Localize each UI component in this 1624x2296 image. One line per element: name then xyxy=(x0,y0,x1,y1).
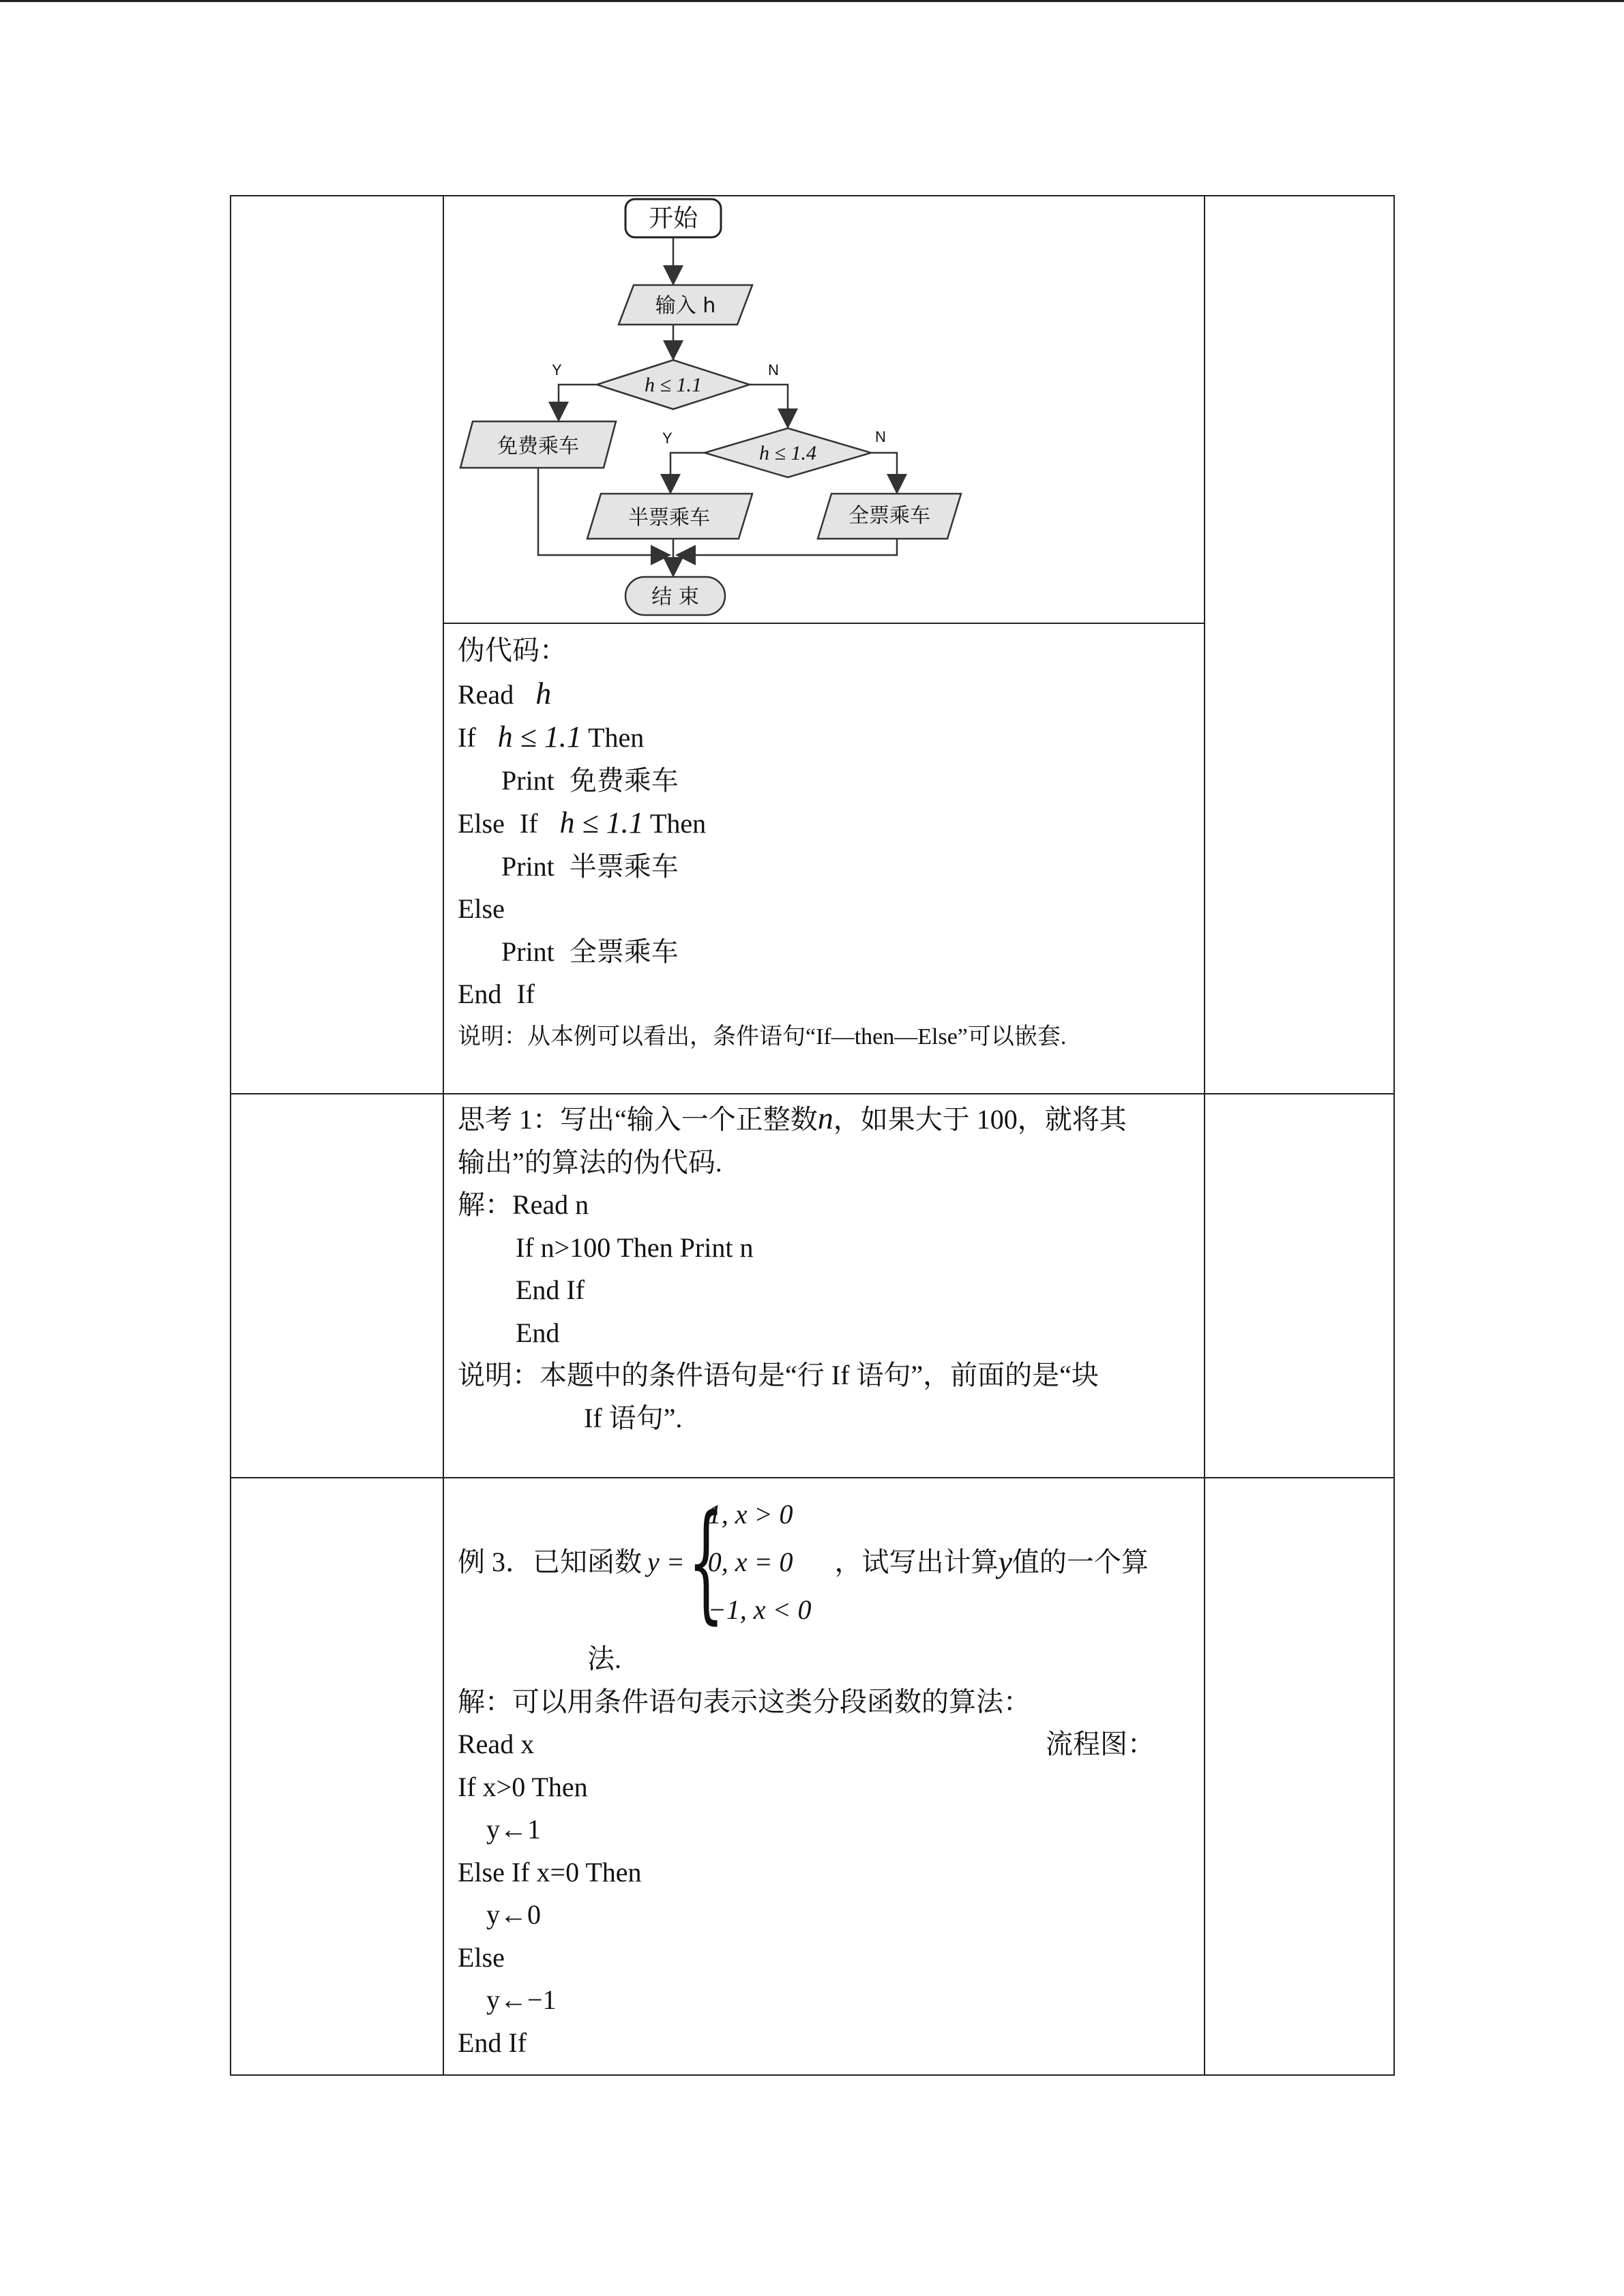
right-cell xyxy=(1205,1478,1394,2075)
then-keyword-2: Then xyxy=(649,808,707,839)
example-3-read-row xyxy=(458,1723,1190,1766)
think-1-question-line-1 xyxy=(458,1097,1190,1142)
condition-2: h ≤ 1.1 xyxy=(559,806,644,839)
decision-2-label: h ≤ 1.4 xyxy=(759,442,816,464)
flowchart-figure xyxy=(444,196,1204,623)
code-y-0: y←0 xyxy=(486,1899,541,1930)
edge-d2-yes xyxy=(670,453,705,491)
edge-d1-no xyxy=(750,385,788,426)
no-label-2: N xyxy=(875,428,886,445)
table-row xyxy=(231,196,1394,1094)
input-label: 输入 h xyxy=(655,294,716,318)
edge-full-merge xyxy=(679,539,897,555)
no-label: N xyxy=(768,361,779,378)
code-end-if: End If xyxy=(458,2027,527,2058)
code-line-print-2 xyxy=(458,846,1190,889)
else-keyword: Else xyxy=(458,808,505,839)
think-1-block xyxy=(444,1094,1204,1440)
pseudocode-title: 伪代码： xyxy=(458,635,567,666)
read-keyword: Read xyxy=(458,679,514,710)
code-line-read xyxy=(458,672,1190,717)
left-cell xyxy=(231,1478,443,2075)
think-1-question-line-2: 输出”的算法的伪代码. xyxy=(458,1146,722,1178)
example-3-question xyxy=(458,1487,1190,1637)
if-keyword: If xyxy=(458,722,476,753)
piecewise-brace: { xyxy=(688,1487,724,1637)
example-3-suffix-pre: ，试写出计算 xyxy=(834,1546,999,1577)
code-line-end-if xyxy=(458,973,1190,1016)
function-y-eq: y = xyxy=(647,1546,685,1577)
page-top-border xyxy=(0,0,1624,2)
left-cell xyxy=(231,1094,443,1478)
example-3-var: y xyxy=(998,1544,1012,1579)
yes-label: Y xyxy=(552,361,562,378)
free-ride-label: 免费乘车 xyxy=(497,434,579,458)
if-keyword-3: If xyxy=(516,979,535,1009)
code-line-else: Else xyxy=(458,893,505,924)
print-keyword-2: Print xyxy=(501,850,555,882)
table-row xyxy=(231,1094,1394,1478)
code-line-if xyxy=(458,716,1190,760)
lesson-table xyxy=(230,195,1395,2076)
content-cell xyxy=(443,1478,1205,2075)
pseudocode-text xyxy=(444,624,1204,1058)
content-cell xyxy=(443,196,1205,1094)
case-3: −1, x < 0 xyxy=(707,1594,812,1625)
print-value-3: 全票乘车 xyxy=(569,936,679,967)
edge-d2-no xyxy=(871,453,897,491)
think-1-solution-1: 解：Read n xyxy=(458,1189,589,1220)
code-line-print-3 xyxy=(458,931,1190,974)
edge-d1-yes xyxy=(559,385,597,419)
code-y-neg1: y←−1 xyxy=(486,1984,557,2015)
read-var: h xyxy=(535,675,552,711)
if-keyword-2: If xyxy=(519,808,538,839)
condition-1: h ≤ 1.1 xyxy=(497,720,582,754)
pseudocode-block xyxy=(444,623,1204,1093)
think-1-solution-2: If n>100 Then Print n xyxy=(516,1232,754,1263)
print-value-2: 半票乘车 xyxy=(569,850,679,882)
start-label: 开始 xyxy=(648,205,698,233)
print-value-1: 免费乘车 xyxy=(569,764,679,796)
example-3-block xyxy=(444,1478,1204,2064)
decision-1-label: h ≤ 1.1 xyxy=(645,374,702,396)
content-cell xyxy=(443,1094,1205,1478)
think-1-note-2: If 语句”. xyxy=(584,1402,683,1433)
print-keyword-3: Print xyxy=(501,936,555,967)
think-1-prefix: 思考 1：写出“输入一个正整数 xyxy=(458,1104,818,1135)
right-cell xyxy=(1205,196,1394,1094)
example-3-solution-intro: 解：可以用条件语句表示这类分段函数的算法： xyxy=(458,1686,1031,1717)
right-cell xyxy=(1205,1094,1394,1478)
code-else-if: Else If x=0 Then xyxy=(458,1856,642,1888)
flowchart xyxy=(458,196,976,623)
table-row xyxy=(231,1478,1394,2075)
end-label: 结 束 xyxy=(651,585,699,609)
code-y-1: y←1 xyxy=(486,1814,541,1845)
code-line-print-1 xyxy=(458,760,1190,803)
think-1-solution-3: End If xyxy=(516,1274,585,1305)
full-ticket-label: 全票乘车 xyxy=(848,504,930,528)
code-if-x: If x>0 Then xyxy=(458,1771,588,1802)
think-1-solution-4: End xyxy=(516,1317,560,1348)
print-keyword: Print xyxy=(501,764,555,796)
yes-label-2: Y xyxy=(662,430,673,447)
half-ticket-label: 半票乘车 xyxy=(628,506,710,530)
code-else: Else xyxy=(458,1941,505,1973)
pseudocode-note: 说明：从本例可以看出，条件语句“If—then—Else”可以嵌套. xyxy=(458,1024,1067,1049)
code-read-x: Read x xyxy=(458,1729,535,1759)
flowchart-label: 流程图： xyxy=(1046,1729,1155,1759)
example-3-prefix: 例 3．已知函数 xyxy=(458,1546,642,1577)
left-cell xyxy=(231,196,443,1094)
code-line-else-if xyxy=(458,802,1190,846)
think-1-var: n xyxy=(817,1101,833,1135)
example-3-suffix-post: 值的一个算 xyxy=(1012,1546,1149,1577)
end-keyword: End xyxy=(458,979,502,1009)
think-1-suffix: ，如果大于 100，就将其 xyxy=(833,1104,1127,1135)
then-keyword: Then xyxy=(588,722,645,753)
case-2: 0, x = 0 xyxy=(707,1547,793,1577)
think-1-note-1: 说明：本题中的条件语句是“行 If 语句”，前面的是“块 xyxy=(458,1360,1099,1390)
example-3-tail: 法. xyxy=(587,1643,621,1674)
case-1: 1, x > 0 xyxy=(707,1499,793,1530)
